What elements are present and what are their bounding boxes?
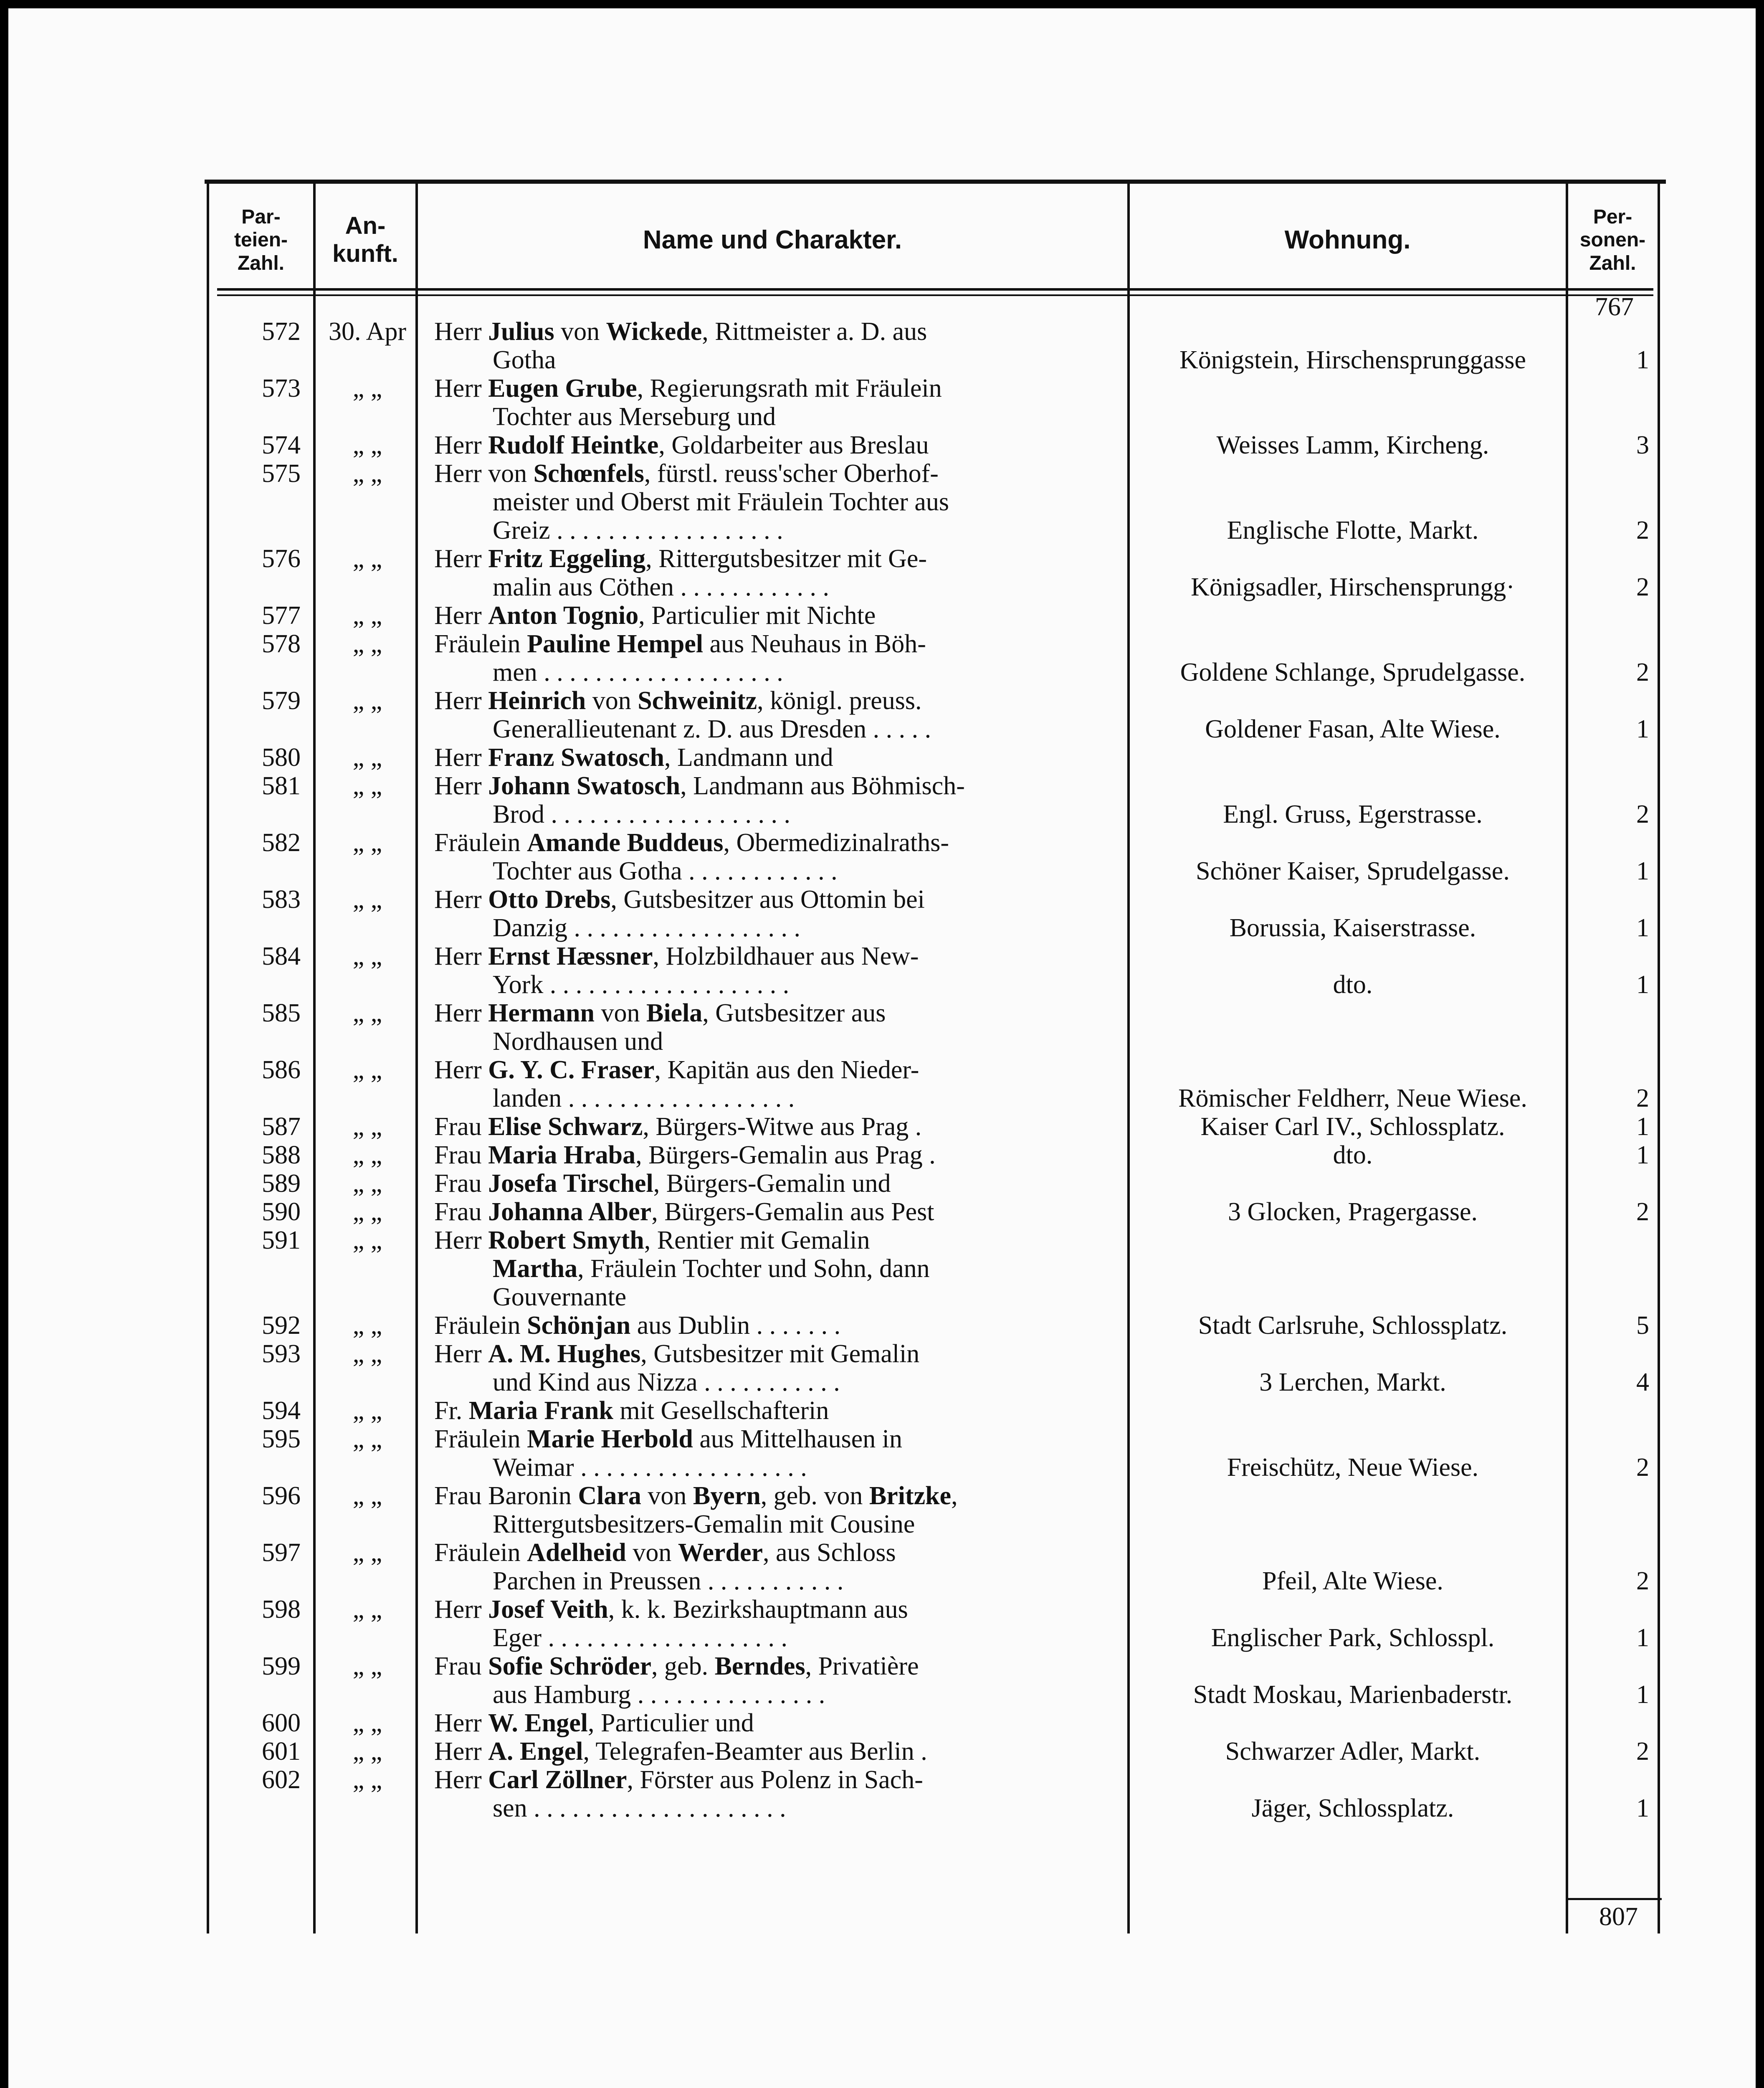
entry-number: 584 <box>262 942 301 971</box>
entry-arrival: „ „ <box>352 1396 382 1425</box>
entry-number: 594 <box>262 1396 301 1425</box>
entry-arrival: „ „ <box>352 374 382 403</box>
entry-arrival: „ „ <box>352 1112 382 1141</box>
entry-arrival: „ „ <box>352 1226 382 1254</box>
entry-arrival: „ „ <box>352 743 382 772</box>
entry-name: Fräulein Adelheid von Werder, aus Schloss Parchen in Preussen . . . . . . . . . . . <box>434 1538 896 1595</box>
col-rule-4 <box>1566 180 1568 1933</box>
entry-arrival: 30. Apr <box>329 317 406 346</box>
header-ankunft: An- kunft. <box>332 212 398 267</box>
entry-number: 591 <box>262 1226 301 1254</box>
header-personen: Per- sonen- Zahl. <box>1579 206 1646 274</box>
entry-name: Herr Johann Swatosch, Landmann aus Böhmisch- Brod . . . . . . . . . . . . . . . . . . . <box>434 772 965 829</box>
entry-number: 600 <box>262 1709 301 1737</box>
entry-number: 601 <box>262 1737 301 1766</box>
entry-number: 585 <box>262 999 301 1027</box>
entry-number: 573 <box>262 374 301 403</box>
entry-name: Fräulein Marie Herbold aus Mittelhausen in Weimar . . . . . . . . . . . . . . . . . . <box>434 1425 902 1482</box>
entry-residence: Pfeil, Alte Wiese. <box>1262 1567 1443 1595</box>
entry-name: Herr W. Engel, Particulier und <box>434 1709 754 1737</box>
entry-residence: Goldener Fasan, Alte Wiese. <box>1205 715 1501 743</box>
entry-arrival: „ „ <box>352 459 382 488</box>
entry-name: Herr Ernst Hæssner, Holzbildhauer aus New- York . . . . . . . . . . . . . . . . . . . <box>434 942 919 999</box>
entry-residence: Jäger, Schlossplatz. <box>1251 1794 1454 1822</box>
entry-arrival: „ „ <box>352 1311 382 1340</box>
entry-name: Frau Maria Hraba, Bürgers-Gemalin aus Prag . <box>434 1141 936 1169</box>
entry-name: Fr. Maria Frank mit Gesellschafterin <box>434 1396 829 1425</box>
entry-name: Herr Franz Swatosch, Landmann und <box>434 743 833 772</box>
page-total: 807 <box>1599 1903 1638 1931</box>
header-rule-2 <box>217 294 1653 296</box>
entry-name: Herr G. Y. C. Fraser, Kapitän aus den Nieder- landen . . . . . . . . . . . . . . . . . . <box>434 1056 919 1112</box>
entry-residence: Stadt Carlsruhe, Schlossplatz. <box>1198 1311 1508 1340</box>
entry-persons: 2 <box>1636 1084 1649 1112</box>
entry-name: Herr A. Engel, Telegrafen-Beamter aus Berlin . <box>434 1737 927 1766</box>
entry-residence: Kaiser Carl IV., Schlossplatz. <box>1200 1112 1505 1141</box>
entry-persons: 1 <box>1636 715 1649 743</box>
entry-number: 579 <box>262 687 301 715</box>
entry-name: Herr Heinrich von Schweinitz, königl. preuss. Generallieutenant z. D. aus Dresden . . . . . <box>434 687 931 743</box>
header-wohnung: Wohnung. <box>1284 226 1411 255</box>
entry-residence: dto. <box>1333 1141 1373 1169</box>
entry-arrival: „ „ <box>352 1425 382 1453</box>
entry-number: 575 <box>262 459 301 488</box>
entry-number: 582 <box>262 829 301 857</box>
entry-persons: 1 <box>1636 857 1649 885</box>
entry-number: 588 <box>262 1141 301 1169</box>
entry-name: Fräulein Pauline Hempel aus Neuhaus in Böh- men . . . . . . . . . . . . . . . . . . . <box>434 630 926 687</box>
entry-number: 572 <box>262 317 301 346</box>
entry-arrival: „ „ <box>352 545 382 573</box>
entry-arrival: „ „ <box>352 1538 382 1567</box>
entry-residence: Königsadler, Hirschensprungg· <box>1191 573 1515 601</box>
entry-arrival: „ „ <box>352 1737 382 1766</box>
entry-arrival: „ „ <box>352 1709 382 1737</box>
entry-number: 576 <box>262 545 301 573</box>
entry-arrival: „ „ <box>352 1652 382 1680</box>
entry-persons: 1 <box>1636 1141 1649 1169</box>
entry-name: Herr Eugen Grube, Regierungsrath mit Fräulein Tochter aus Merseburg und <box>434 374 942 431</box>
entry-persons: 1 <box>1636 1794 1649 1822</box>
entry-arrival: „ „ <box>352 431 382 459</box>
col-rule-3 <box>1127 180 1130 1933</box>
entry-name: Herr Robert Smyth, Rentier mit Gemalin Martha, Fräulein Tochter und Sohn, dann Gouvernante <box>434 1226 930 1311</box>
entry-persons: 1 <box>1636 346 1649 374</box>
entry-arrival: „ „ <box>352 885 382 914</box>
entry-residence: Borussia, Kaiserstrasse. <box>1229 914 1476 942</box>
carry-over: 767 <box>1595 293 1634 321</box>
entry-name: Fräulein Amande Buddeus, Obermedizinalraths- Tochter aus Gotha . . . . . . . . . . . . <box>434 829 949 885</box>
entry-number: 593 <box>262 1340 301 1368</box>
entry-name: Frau Josefa Tirschel, Bürgers-Gemalin und <box>434 1169 891 1198</box>
entry-persons: 2 <box>1636 658 1649 687</box>
entry-arrival: „ „ <box>352 601 382 630</box>
entry-name: Herr Fritz Eggeling, Rittergutsbesitzer mit Ge- malin aus Cöthen . . . . . . . . . . . . <box>434 545 927 601</box>
entry-persons: 1 <box>1636 1680 1649 1709</box>
entry-number: 589 <box>262 1169 301 1198</box>
entry-arrival: „ „ <box>352 829 382 857</box>
entry-residence: 3 Glocken, Pragergasse. <box>1227 1198 1478 1226</box>
entry-arrival: „ „ <box>352 1056 382 1084</box>
entry-persons: 2 <box>1636 1198 1649 1226</box>
entry-residence: Engl. Gruss, Egerstrasse. <box>1223 800 1483 829</box>
entry-residence: Römischer Feldherr, Neue Wiese. <box>1178 1084 1527 1112</box>
entry-residence: Goldene Schlange, Sprudelgasse. <box>1180 658 1526 687</box>
entry-persons: 1 <box>1636 1112 1649 1141</box>
entry-arrival: „ „ <box>352 999 382 1027</box>
entry-name: Frau Elise Schwarz, Bürgers-Witwe aus Prag . <box>434 1112 922 1141</box>
entry-number: 574 <box>262 431 301 459</box>
col-rule-0 <box>207 180 209 1933</box>
entry-persons: 1 <box>1636 971 1649 999</box>
entry-arrival: „ „ <box>352 687 382 715</box>
entry-persons: 1 <box>1636 914 1649 942</box>
col-rule-2 <box>415 180 418 1933</box>
entry-name: Herr Hermann von Biela, Gutsbesitzer aus Nordhausen und <box>434 999 886 1056</box>
entry-number: 597 <box>262 1538 301 1567</box>
entry-residence: Königstein, Hirschensprunggasse <box>1179 346 1526 374</box>
entry-number: 595 <box>262 1425 301 1453</box>
header-partei: Par- teien- Zahl. <box>234 206 288 274</box>
entry-number: 590 <box>262 1198 301 1226</box>
entry-persons: 3 <box>1636 431 1649 459</box>
entry-number: 587 <box>262 1112 301 1141</box>
entry-residence: Englischer Park, Schlosspl. <box>1211 1624 1495 1652</box>
entry-number: 577 <box>262 601 301 630</box>
entry-persons: 2 <box>1636 516 1649 545</box>
header-name: Name und Charakter. <box>643 226 902 255</box>
col-rule-5 <box>1658 180 1660 1933</box>
entry-residence: 3 Lerchen, Markt. <box>1259 1368 1446 1396</box>
entry-persons: 2 <box>1636 1567 1649 1595</box>
entry-arrival: „ „ <box>352 942 382 971</box>
entry-persons: 2 <box>1636 1737 1649 1766</box>
entry-number: 578 <box>262 630 301 658</box>
entry-number: 592 <box>262 1311 301 1340</box>
entry-arrival: „ „ <box>352 630 382 658</box>
page <box>8 8 1756 2088</box>
entry-name: Herr von Schœnfels, fürstl. reuss'scher Oberhof- meister und Oberst mit Fräulein Tochter aus Greiz . . . . . . . . . . . . . . . . . . <box>434 459 949 545</box>
entry-name: Frau Johanna Alber, Bürgers-Gemalin aus Pest <box>434 1198 934 1226</box>
entry-persons: 2 <box>1636 800 1649 829</box>
entry-residence: dto. <box>1333 971 1373 999</box>
entry-persons: 1 <box>1636 1624 1649 1652</box>
entry-name: Herr A. M. Hughes, Gutsbesitzer mit Gemalin und Kind aus Nizza . . . . . . . . . . . <box>434 1340 920 1396</box>
entry-residence: Weisses Lamm, Kircheng. <box>1216 431 1489 459</box>
entry-number: 580 <box>262 743 301 772</box>
entry-name: Herr Carl Zöllner, Förster aus Polenz in Sach- sen . . . . . . . . . . . . . . . . . . . . <box>434 1766 923 1822</box>
entry-number: 586 <box>262 1056 301 1084</box>
entry-persons: 5 <box>1636 1311 1649 1340</box>
entry-arrival: „ „ <box>352 1141 382 1169</box>
entry-residence: Freischütz, Neue Wiese. <box>1227 1453 1479 1482</box>
entry-persons: 2 <box>1636 1453 1649 1482</box>
entry-name: Frau Sofie Schröder, geb. Berndes, Privatière aus Hamburg . . . . . . . . . . . . . . . <box>434 1652 919 1709</box>
entry-number: 583 <box>262 885 301 914</box>
entry-arrival: „ „ <box>352 1482 382 1510</box>
entry-residence: Schöner Kaiser, Sprudelgasse. <box>1196 857 1510 885</box>
entry-residence: Englische Flotte, Markt. <box>1227 516 1479 545</box>
entry-name: Herr Rudolf Heintke, Goldarbeiter aus Breslau <box>434 431 929 459</box>
entry-number: 598 <box>262 1595 301 1624</box>
entry-name: Herr Otto Drebs, Gutsbesitzer aus Ottomin bei Danzig . . . . . . . . . . . . . . . . . . <box>434 885 925 942</box>
entry-name: Frau Baronin Clara von Byern, geb. von Britzke, Rittergutsbesitzers-Gemalin mit Cousine <box>434 1482 958 1538</box>
entry-name: Herr Julius von Wickede, Rittmeister a. D. aus Gotha <box>434 317 927 374</box>
entry-residence: Stadt Moskau, Marienbaderstr. <box>1193 1680 1513 1709</box>
entry-arrival: „ „ <box>352 1340 382 1368</box>
entry-number: 602 <box>262 1766 301 1794</box>
entry-number: 581 <box>262 772 301 800</box>
entry-arrival: „ „ <box>352 1766 382 1794</box>
entry-name: Fräulein Schönjan aus Dublin . . . . . . . <box>434 1311 841 1340</box>
bottom-rule <box>1566 1898 1662 1900</box>
entry-name: Herr Anton Tognio, Particulier mit Nichte <box>434 601 876 630</box>
entry-arrival: „ „ <box>352 772 382 800</box>
entry-number: 596 <box>262 1482 301 1510</box>
entry-arrival: „ „ <box>352 1169 382 1198</box>
entry-persons: 4 <box>1636 1368 1649 1396</box>
top-rule <box>205 180 1666 184</box>
entry-arrival: „ „ <box>352 1595 382 1624</box>
entry-persons: 2 <box>1636 573 1649 601</box>
entry-name: Herr Josef Veith, k. k. Bezirkshauptmann aus Eger . . . . . . . . . . . . . . . . . . . <box>434 1595 908 1652</box>
entry-arrival: „ „ <box>352 1198 382 1226</box>
entry-residence: Schwarzer Adler, Markt. <box>1225 1737 1481 1766</box>
col-rule-1 <box>313 180 316 1933</box>
entry-number: 599 <box>262 1652 301 1680</box>
